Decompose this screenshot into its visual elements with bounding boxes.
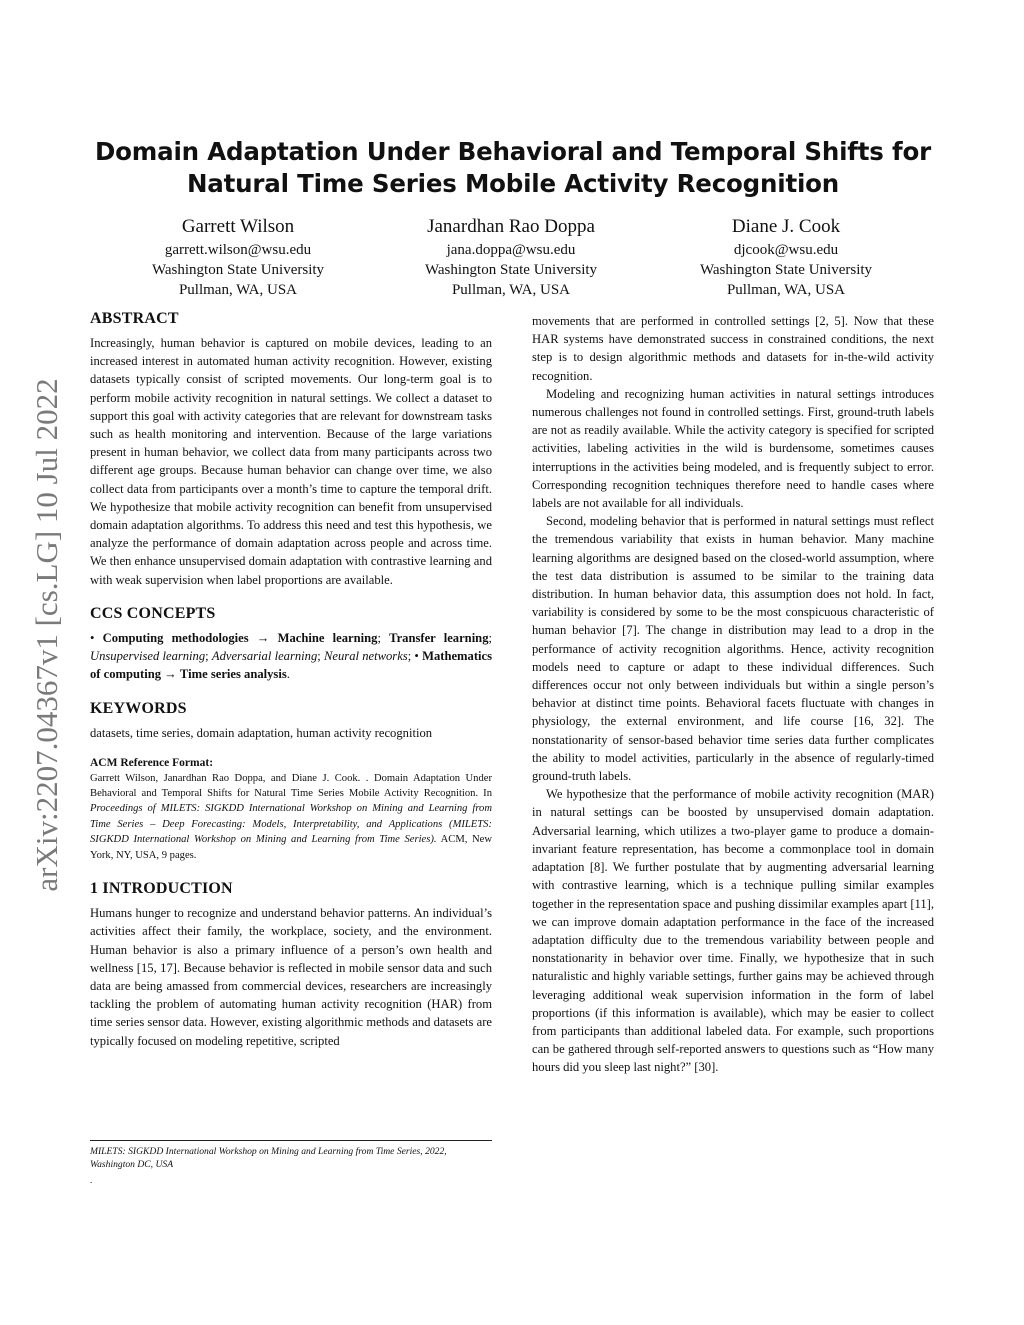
author-name: Diane J. Cook <box>731 216 841 237</box>
introduction-heading: 1 INTRODUCTION <box>90 880 233 898</box>
author-location: Pullman, WA, USA <box>451 282 571 298</box>
keywords-heading: KEYWORDS <box>90 700 187 718</box>
arxiv-stamp-text: arXiv:2207.04367v1 [cs.LG] 10 Jul 2022 <box>29 378 64 892</box>
intro-paragraph-cont: movements that are performed in controlled settings [2, 5]. Now that these HAR systems have demonstrated success in constrained conditions, the next step is to design algorithmic methods and datasets for in-the-wild activity recognition. <box>532 314 934 383</box>
paper-title <box>90 136 936 200</box>
footnote: MILETS: SIGKDD International Workshop on Mining and Learning from Time Series, 2022, Washington DC, USA <box>90 1146 447 1171</box>
author-email: garrett.wilson@wsu.edu <box>164 242 312 258</box>
keywords-text: datasets, time series, domain adaptation, human activity recognition <box>90 726 433 741</box>
author-name: Janardhan Rao Doppa <box>427 216 595 237</box>
acm-reference-heading: ACM Reference Format: <box>90 756 214 769</box>
bullet: • <box>90 630 103 645</box>
separator: ; <box>488 630 492 645</box>
ccs-term: Computing methodologies <box>102 630 249 645</box>
title-line-2: Natural Time Series Mobile Activity Recognition <box>186 169 840 198</box>
intro-paragraph-1: Humans hunger to recognize and understand behavior patterns. An individual’s activities affect their family, the workplace, society, and the environment. Human behavior is also a primary influence of a person’s own health and wellness [15, 17]. Because behavior is reflected in mobile sensor data and such data are being amassed from commercial devices, researchers are increasingly tackling the problem of automating human activity recognition (HAR) from time series sensor data. However, existing algorithmic methods and datasets are typically focused on modeling repetitive, scripted <box>90 906 492 1048</box>
ccs-term: Neural networks <box>324 649 408 664</box>
acm-ref-part: ACM, New York, NY, USA, 9 pages. <box>90 834 493 861</box>
author-affiliation: Washington State University <box>699 262 873 278</box>
ccs-term: Adversarial learning <box>211 649 318 664</box>
bullet: • <box>414 649 423 664</box>
ccs-term: Time series analysis <box>179 667 287 682</box>
abstract-heading: ABSTRACT <box>90 310 179 327</box>
author-3 <box>636 214 936 300</box>
arxiv-stamp <box>22 330 72 940</box>
author-affiliation: Washington State University <box>424 262 598 278</box>
title-line-1: Domain Adaptation Under Behavioral and Temporal Shifts for <box>95 137 931 166</box>
author-2 <box>386 214 636 300</box>
intro-paragraph-3: Second, modeling behavior that is performed in natural settings must reflect the tremendous variability that exists in human behavior. Many machine learning algorithms are designed based on the closed-world assumption, where the test data distribution is assumed to be similar to the training data distribution. In human behavior data, this assumption does not hold. In fact, variability is considered by some to be the most conspicuous characteristic of human behavior [7]. The change in distribution may lead to a drop in the performance of activity recognition algorithms. Hence, activity recognition models need to capture or adapt to these individual differences. Such differences occur not only between individuals but within a single person’s behavior at distinct time points. Behavioral facets fluctuate with changes in physiology, the external environment, and life course [16, 32]. The nonstationarity of sensor-based behavior time series data further complicates the ability to model activities, particularly in the absence of regularly-timed ground-truth labels. <box>532 514 934 784</box>
acm-reference-text <box>90 771 492 863</box>
abstract-text: Increasingly, human behavior is captured on mobile devices, leading to an increased interest in automated human activity recognition. However, existing datasets typically consist of scripted movements. Our long-term goal is to perform mobile activity recognition in natural settings. We collect a dataset to support this goal with activity categories that are relevant for downstream tasks such as health monitoring and intervention. Because of the large variations present in human behavior, we collect data from many participants across two different age groups. Because human behavior can change over time, we also collect data from participants over a month’s time to capture the temporal drift. We hypothesize that mobile activity recognition can benefit from unsupervised domain adaptation algorithms. To address this need and test this hypothesis, we analyze the performance of domain adaptation across people and across time. We then enhance unsupervised domain adaptation with contrastive learning and with weak supervision when label proportions are available. <box>90 336 492 587</box>
ccs-term: Machine learning <box>277 630 378 645</box>
acm-ref-part: Garrett Wilson, Janardhan Rao Doppa, and Diane J. Cook. . Domain Adaptation Under Behavioral and Temporal Shifts for Natural Time Series Mobile Activity Recognition. In <box>90 772 492 800</box>
author-name: Garrett Wilson <box>181 216 295 237</box>
separator: ; <box>205 649 212 664</box>
ccs-term: Mathematics of computing <box>90 649 493 682</box>
author-affiliation: Washington State University <box>151 262 325 278</box>
ccs-term: Transfer learning <box>389 630 489 645</box>
left-column <box>90 309 492 1050</box>
intro-paragraph-4: We hypothesize that the performance of mobile activity recognition (MAR) in natural settings can be boosted by unsupervised domain adaptation. Adversarial learning, which utilizes a two-player game to produce a domain-invariant feature representation, has become a commonplace tool in domain adaptation [8]. We further postulate that by augmenting adversarial learning with contrastive learning, which is a technique pulling similar examples together in the representation space and pushing dissimilar examples apart [11], we can improve domain adaptation performance in the face of the increased adaptation difficulty due to the tremendous variability between people and nonstationarity in behavior over time. Finally, we hypothesize that in such naturalistic and highly variable settings, further gains may be achieved through leveraging additional weak supervision information in the form of label proportions (if this information is available), which may be easier to collect from participants than additional labeled data. For example, such proportions can be gathered through self-reported answers to questions such as “How many hours did you sleep last night?” [30]. <box>532 787 934 1075</box>
ccs-term: Unsupervised learning <box>90 649 206 664</box>
footnote-rule <box>90 1140 492 1141</box>
ccs-heading: CCS CONCEPTS <box>90 604 216 622</box>
arrow: → <box>161 667 180 682</box>
acm-ref-venue: Proceedings of MILETS: SIGKDD International Workshop on Mining and Learning from Time Series – Deep Forecasting: Models, Interpretability, and Applications (MILETS: SIGKDD International Workshop on Mining and Learning from Time Series). <box>90 803 492 846</box>
arrow: → <box>248 630 278 645</box>
period: . <box>286 667 290 682</box>
right-column <box>532 312 934 1077</box>
separator: ; <box>377 630 390 645</box>
author-location: Pullman, WA, USA <box>726 282 846 298</box>
author-email: jana.doppa@wsu.edu <box>446 242 576 258</box>
author-block <box>90 214 936 300</box>
ccs-concepts <box>90 629 492 684</box>
intro-paragraph-2: Modeling and recognizing human activities in natural settings introduces numerous challenges not found in controlled settings. First, ground-truth labels are not as readily available. While the activity category is specified for scripted activities, labeling activities in the wild is burdensome, sometimes causes interruptions in the activities being modeled, and is frequently subject to error. Corresponding recognition techniques therefore need to handle cases where labels are not available for all individuals. <box>532 386 934 511</box>
separator: ; <box>407 649 415 664</box>
author-1 <box>90 214 386 300</box>
author-email: djcook@wsu.edu <box>733 242 839 258</box>
footnote-dot: . <box>90 1175 93 1185</box>
separator: ; <box>317 649 324 664</box>
author-location: Pullman, WA, USA <box>178 282 298 298</box>
